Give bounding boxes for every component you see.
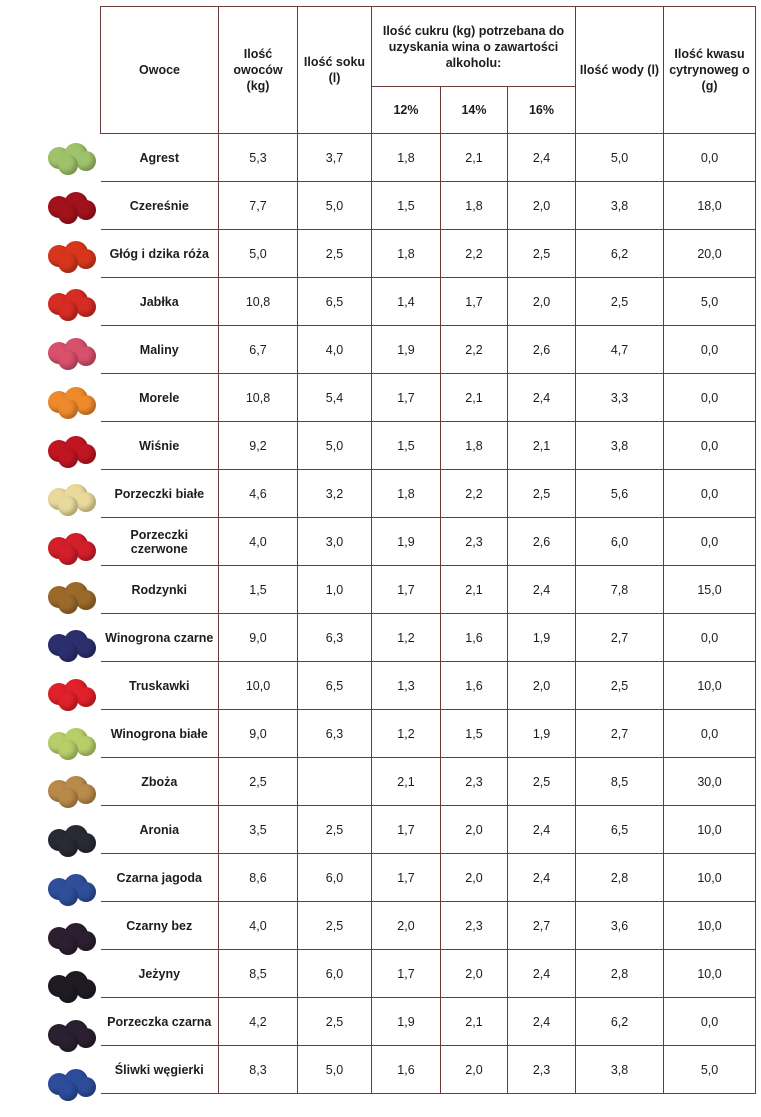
juice-amount-cell: 1,0: [298, 566, 372, 614]
acid-cell: 0,0: [664, 470, 756, 518]
sugar-12-cell: 1,7: [372, 806, 441, 854]
table-row: [101, 806, 756, 854]
table-row: [101, 134, 756, 182]
sugar-12-cell: 1,6: [372, 1046, 441, 1094]
sugar-14-cell: 2,2: [441, 326, 508, 374]
acid-cell: 0,0: [664, 134, 756, 182]
juice-amount-cell: 5,0: [298, 182, 372, 230]
fruit-amount-cell: 9,0: [219, 710, 298, 758]
table-row: [101, 998, 756, 1046]
sugar-12-cell: 1,3: [372, 662, 441, 710]
fruit-name-cell: Agrest: [101, 134, 219, 182]
header-water: Ilość wody (l): [576, 7, 664, 134]
raspberry-icon: [40, 332, 102, 372]
sugar-16-cell: 2,6: [508, 326, 576, 374]
sugar-14-cell: 2,0: [441, 950, 508, 998]
sugar-14-cell: 1,5: [441, 710, 508, 758]
sugar-14-cell: 2,0: [441, 854, 508, 902]
fruit-name-cell: Śliwki węgierki: [101, 1046, 219, 1094]
sugar-12-cell: 1,9: [372, 518, 441, 566]
water-cell: 6,2: [576, 998, 664, 1046]
fruit-amount-cell: 5,0: [219, 230, 298, 278]
fruit-name-cell: Porzeczki czerwone: [101, 518, 219, 566]
fruit-amount-cell: 4,0: [219, 902, 298, 950]
sugar-16-cell: 2,5: [508, 758, 576, 806]
table-row: [101, 278, 756, 326]
fruit-name-cell: Wiśnie: [101, 422, 219, 470]
sugar-16-cell: 2,0: [508, 662, 576, 710]
water-cell: 4,7: [576, 326, 664, 374]
juice-amount-cell: 5,0: [298, 1046, 372, 1094]
fruit-name-cell: Winogrona białe: [101, 710, 219, 758]
water-cell: 6,5: [576, 806, 664, 854]
sugar-12-cell: 1,7: [372, 374, 441, 422]
apricot-icon: [40, 381, 102, 421]
sugar-16-cell: 2,4: [508, 806, 576, 854]
sugar-14-cell: 2,1: [441, 566, 508, 614]
sugar-12-cell: 1,2: [372, 614, 441, 662]
acid-cell: 0,0: [664, 374, 756, 422]
header-sugar-group: Ilość cukru (kg) potrzebana do uzyskania wina o zawartości alkoholu:: [372, 7, 576, 87]
sugar-14-cell: 2,3: [441, 902, 508, 950]
header-juice-amount: Ilość soku (l): [298, 7, 372, 134]
acid-cell: 5,0: [664, 1046, 756, 1094]
fruit-amount-cell: 8,3: [219, 1046, 298, 1094]
blueberry-icon: [40, 868, 102, 908]
strawberry-icon: [40, 673, 102, 713]
acid-cell: 10,0: [664, 950, 756, 998]
white-currant-icon: [40, 478, 102, 518]
juice-amount-cell: 6,5: [298, 662, 372, 710]
sugar-12-cell: 1,9: [372, 998, 441, 1046]
table-row: [101, 422, 756, 470]
fruit-amount-cell: 2,5: [219, 758, 298, 806]
fruit-name-cell: Czereśnie: [101, 182, 219, 230]
fruit-amount-cell: 9,0: [219, 614, 298, 662]
sugar-14-cell: 2,1: [441, 134, 508, 182]
juice-amount-cell: 2,5: [298, 902, 372, 950]
fruit-amount-cell: 5,3: [219, 134, 298, 182]
sugar-12-cell: 1,4: [372, 278, 441, 326]
header-fruit: Owoce: [101, 7, 219, 134]
water-cell: 2,7: [576, 710, 664, 758]
fruit-name-cell: Czarna jagoda: [101, 854, 219, 902]
acid-cell: 10,0: [664, 662, 756, 710]
table-row: [101, 182, 756, 230]
fruit-amount-cell: 4,2: [219, 998, 298, 1046]
fruit-name-cell: Zboża: [101, 758, 219, 806]
water-cell: 3,8: [576, 182, 664, 230]
sugar-12-cell: 2,1: [372, 758, 441, 806]
raisin-icon: [40, 576, 102, 616]
juice-amount-cell: 2,5: [298, 998, 372, 1046]
sugar-16-cell: 2,4: [508, 374, 576, 422]
table-row: [101, 374, 756, 422]
sugar-14-cell: 2,3: [441, 518, 508, 566]
header-fruit-amount: Ilość owoców (kg): [219, 7, 298, 134]
water-cell: 6,0: [576, 518, 664, 566]
water-cell: 2,8: [576, 854, 664, 902]
juice-amount-cell: 3,0: [298, 518, 372, 566]
plum-icon: [40, 1063, 102, 1103]
table-row: [101, 326, 756, 374]
sugar-12-cell: 1,7: [372, 854, 441, 902]
sugar-14-cell: 2,1: [441, 998, 508, 1046]
table-row: [101, 710, 756, 758]
fruit-name-cell: Morele: [101, 374, 219, 422]
fruit-amount-cell: 10,0: [219, 662, 298, 710]
water-cell: 2,8: [576, 950, 664, 998]
juice-amount-cell: 2,5: [298, 806, 372, 854]
fruit-amount-cell: 9,2: [219, 422, 298, 470]
header-acid: Ilość kwasu cytrynoweg o (g): [664, 7, 756, 134]
sugar-14-cell: 1,6: [441, 614, 508, 662]
sugar-16-cell: 2,6: [508, 518, 576, 566]
acid-cell: 10,0: [664, 902, 756, 950]
water-cell: 8,5: [576, 758, 664, 806]
table-row: [101, 662, 756, 710]
black-grape-icon: [40, 624, 102, 664]
sugar-16-cell: 1,9: [508, 614, 576, 662]
sugar-14-cell: 2,3: [441, 758, 508, 806]
sugar-16-cell: 2,4: [508, 134, 576, 182]
sugar-16-cell: 2,1: [508, 422, 576, 470]
grain-icon: [40, 770, 102, 810]
table-row: [101, 902, 756, 950]
table-body: [101, 134, 756, 1094]
water-cell: 3,3: [576, 374, 664, 422]
acid-cell: 10,0: [664, 806, 756, 854]
fruit-name-cell: Czarny bez: [101, 902, 219, 950]
fruit-name-cell: Jabłka: [101, 278, 219, 326]
table-row: [101, 854, 756, 902]
fruit-amount-cell: 6,7: [219, 326, 298, 374]
sugar-12-cell: 2,0: [372, 902, 441, 950]
sugar-16-cell: 2,7: [508, 902, 576, 950]
table-row: [101, 518, 756, 566]
juice-amount-cell: 6,3: [298, 710, 372, 758]
juice-amount-cell: 2,5: [298, 230, 372, 278]
sugar-16-cell: 2,5: [508, 470, 576, 518]
sugar-16-cell: 2,0: [508, 182, 576, 230]
juice-amount-cell: 6,5: [298, 278, 372, 326]
table-row: [101, 1046, 756, 1094]
fruit-name-cell: Porzeczki białe: [101, 470, 219, 518]
juice-amount-cell: 5,4: [298, 374, 372, 422]
juice-amount-cell: 6,0: [298, 950, 372, 998]
sugar-12-cell: 1,5: [372, 182, 441, 230]
table-row: [101, 614, 756, 662]
sugar-14-cell: 2,0: [441, 806, 508, 854]
water-cell: 7,8: [576, 566, 664, 614]
sugar-16-cell: 2,4: [508, 566, 576, 614]
juice-amount-cell: 3,7: [298, 134, 372, 182]
table-row: [101, 566, 756, 614]
acid-cell: 0,0: [664, 710, 756, 758]
sugar-14-cell: 2,2: [441, 230, 508, 278]
sugar-12-cell: 1,7: [372, 950, 441, 998]
white-grape-icon: [40, 722, 102, 762]
acid-cell: 5,0: [664, 278, 756, 326]
water-cell: 6,2: [576, 230, 664, 278]
acid-cell: 0,0: [664, 518, 756, 566]
acid-cell: 0,0: [664, 614, 756, 662]
water-cell: 2,7: [576, 614, 664, 662]
header-sugar-14: 14%: [441, 87, 508, 134]
sugar-14-cell: 2,1: [441, 374, 508, 422]
sugar-14-cell: 1,7: [441, 278, 508, 326]
sugar-14-cell: 1,6: [441, 662, 508, 710]
sugar-16-cell: 2,4: [508, 854, 576, 902]
fruit-amount-cell: 4,0: [219, 518, 298, 566]
elderberry-icon: [40, 917, 102, 957]
water-cell: 5,0: [576, 134, 664, 182]
fruit-name-cell: Głóg i dzika róża: [101, 230, 219, 278]
header-sugar-16: 16%: [508, 87, 576, 134]
sour-cherry-icon: [40, 430, 102, 470]
sugar-12-cell: 1,8: [372, 134, 441, 182]
fruit-amount-cell: 4,6: [219, 470, 298, 518]
cherry-icon: [40, 186, 102, 226]
sugar-16-cell: 2,5: [508, 230, 576, 278]
fruit-amount-cell: 8,5: [219, 950, 298, 998]
sugar-14-cell: 2,2: [441, 470, 508, 518]
fruit-name-cell: Winogrona czarne: [101, 614, 219, 662]
juice-amount-cell: 3,2: [298, 470, 372, 518]
sugar-16-cell: 2,4: [508, 998, 576, 1046]
water-cell: 2,5: [576, 662, 664, 710]
sugar-12-cell: 1,2: [372, 710, 441, 758]
acid-cell: 0,0: [664, 422, 756, 470]
table-row: [101, 470, 756, 518]
sugar-12-cell: 1,7: [372, 566, 441, 614]
fruit-name-cell: Rodzynki: [101, 566, 219, 614]
hawthorn-rosehip-icon: [40, 235, 102, 275]
water-cell: 3,8: [576, 422, 664, 470]
sugar-12-cell: 1,9: [372, 326, 441, 374]
fruit-amount-cell: 8,6: [219, 854, 298, 902]
apple-icon: [40, 283, 102, 323]
fruit-amount-cell: 10,8: [219, 278, 298, 326]
juice-amount-cell: 5,0: [298, 422, 372, 470]
sugar-14-cell: 1,8: [441, 182, 508, 230]
fruit-name-cell: Maliny: [101, 326, 219, 374]
water-cell: 3,8: [576, 1046, 664, 1094]
wine-ingredients-table: [100, 6, 756, 1094]
acid-cell: 18,0: [664, 182, 756, 230]
juice-amount-cell: 6,3: [298, 614, 372, 662]
gooseberry-icon: [40, 137, 102, 177]
juice-amount-cell: 6,0: [298, 854, 372, 902]
fruit-images-column: [0, 0, 110, 1117]
water-cell: 5,6: [576, 470, 664, 518]
acid-cell: 0,0: [664, 998, 756, 1046]
sugar-16-cell: 2,0: [508, 278, 576, 326]
sugar-12-cell: 1,5: [372, 422, 441, 470]
juice-amount-cell: [298, 758, 372, 806]
sugar-12-cell: 1,8: [372, 470, 441, 518]
fruit-amount-cell: 10,8: [219, 374, 298, 422]
sugar-12-cell: 1,8: [372, 230, 441, 278]
sugar-16-cell: 1,9: [508, 710, 576, 758]
sugar-16-cell: 2,3: [508, 1046, 576, 1094]
chokeberry-icon: [40, 819, 102, 859]
sugar-16-cell: 2,4: [508, 950, 576, 998]
acid-cell: 10,0: [664, 854, 756, 902]
sugar-14-cell: 1,8: [441, 422, 508, 470]
acid-cell: 0,0: [664, 326, 756, 374]
fruit-name-cell: Truskawki: [101, 662, 219, 710]
table-row: [101, 950, 756, 998]
fruit-amount-cell: 7,7: [219, 182, 298, 230]
fruit-amount-cell: 3,5: [219, 806, 298, 854]
water-cell: 2,5: [576, 278, 664, 326]
juice-amount-cell: 4,0: [298, 326, 372, 374]
water-cell: 3,6: [576, 902, 664, 950]
header-sugar-12: 12%: [372, 87, 441, 134]
acid-cell: 30,0: [664, 758, 756, 806]
sugar-14-cell: 2,0: [441, 1046, 508, 1094]
fruit-name-cell: Jeżyny: [101, 950, 219, 998]
blackberry-icon: [40, 965, 102, 1005]
red-currant-icon: [40, 527, 102, 567]
table-row: [101, 758, 756, 806]
fruit-name-cell: Porzeczka czarna: [101, 998, 219, 1046]
acid-cell: 20,0: [664, 230, 756, 278]
table-row: [101, 230, 756, 278]
acid-cell: 15,0: [664, 566, 756, 614]
fruit-amount-cell: 1,5: [219, 566, 298, 614]
fruit-name-cell: Aronia: [101, 806, 219, 854]
blackcurrant-icon: [40, 1014, 102, 1054]
